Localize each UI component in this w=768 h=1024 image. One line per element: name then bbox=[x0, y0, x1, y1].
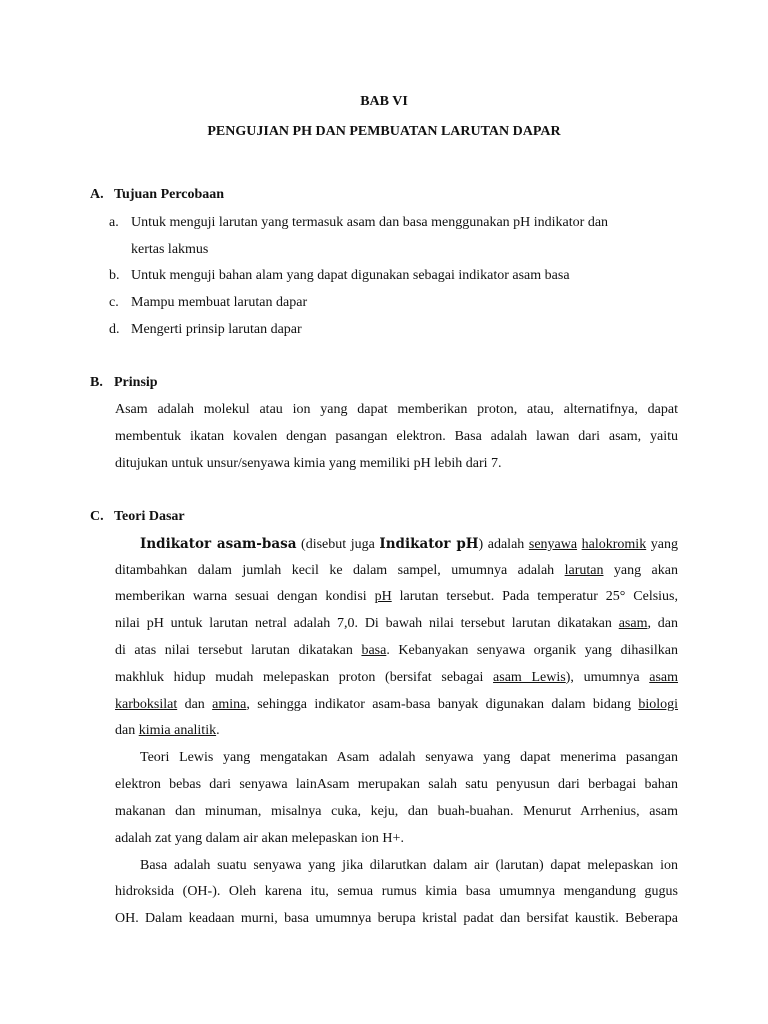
link-senyawa[interactable]: senyawa bbox=[528, 537, 578, 552]
paragraph-line: ditujukan untuk unsur/senyawa kimia yang memiliki pH lebih dari 7. bbox=[115, 456, 502, 471]
paragraph-line: membentuk ikatan kovalen dengan pasangan elektron. Basa adalah lawan dari asam, yaitu bbox=[115, 429, 678, 444]
paragraph-line bbox=[140, 536, 678, 553]
text-run: . bbox=[216, 723, 220, 738]
section-b-heading bbox=[90, 375, 158, 391]
list-text: Untuk menguji larutan yang termasuk asam dan basa menggunakan pH indikator dan bbox=[131, 215, 609, 230]
text-run: memberikan warna sesuai dengan kondisi bbox=[115, 589, 375, 604]
text-run: makhluk hidup mudah melepaskan proton (bersifat sebagai bbox=[115, 670, 494, 685]
text-run: dan bbox=[177, 697, 213, 712]
section-a-title: Tujuan Percobaan bbox=[114, 187, 225, 202]
paragraph-line: makanan dan minuman, misalnya cuka, keju, dan buah-buahan. Menurut Arrhenius, asam bbox=[115, 804, 678, 819]
link-kimia-analitik[interactable]: kimia analitik bbox=[138, 723, 217, 738]
list-item bbox=[109, 268, 570, 284]
text-run: yang bbox=[646, 537, 678, 552]
paragraph-line: Asam adalah molekul atau ion yang dapat memberikan proton, atau, alternatifnya, dapat bbox=[115, 402, 678, 417]
link-ph[interactable]: pH bbox=[374, 589, 392, 604]
list-marker: a. bbox=[109, 215, 119, 230]
list-item bbox=[109, 295, 307, 311]
list-marker: c. bbox=[109, 295, 119, 310]
text-run: ), umumnya bbox=[565, 670, 650, 685]
text-run: ditambahkan dalam jumlah kecil ke dalam sampel, umumnya adalah bbox=[115, 563, 565, 578]
paragraph-line bbox=[115, 697, 678, 713]
link-basa[interactable]: basa bbox=[361, 643, 387, 658]
text-run: ) adalah bbox=[478, 537, 529, 552]
section-b-letter: B. bbox=[90, 375, 103, 390]
paragraph-line bbox=[115, 616, 678, 632]
text-run: nilai pH untuk larutan netral adalah 7,0. Di bawah nilai tersebut larutan dikatakan bbox=[115, 616, 619, 631]
link-halokromik[interactable]: halokromik bbox=[581, 537, 647, 552]
paragraph-line bbox=[115, 643, 678, 659]
text-run: , dan bbox=[647, 616, 678, 631]
chapter-label: BAB VI bbox=[360, 94, 408, 109]
paragraph-line: hidroksida (OH-). Oleh karena itu, semua rumus kimia basa umumnya mengandung gugus bbox=[115, 884, 678, 899]
paragraph-line bbox=[115, 563, 678, 579]
list-text: Untuk menguji bahan alam yang dapat digunakan sebagai indikator asam basa bbox=[131, 268, 570, 283]
link-asam-lewis[interactable]: asam Lewis bbox=[493, 670, 566, 685]
link-amina[interactable]: amina bbox=[212, 697, 247, 712]
paragraph-line: adalah zat yang dalam air akan melepaskan ion H+. bbox=[115, 831, 404, 846]
section-b-title: Prinsip bbox=[114, 375, 158, 390]
text-run: yang akan bbox=[603, 563, 678, 578]
text-run: . Kebanyakan senyawa organik yang dihasilkan bbox=[386, 643, 678, 658]
list-marker: d. bbox=[109, 322, 120, 337]
section-a-heading bbox=[90, 187, 224, 203]
link-biologi[interactable]: biologi bbox=[638, 697, 679, 712]
document-title: PENGUJIAN PH DAN PEMBUATAN LARUTAN DAPAR bbox=[207, 124, 561, 139]
list-text: kertas lakmus bbox=[131, 242, 209, 257]
section-c-title: Teori Dasar bbox=[114, 509, 185, 524]
paragraph-line bbox=[115, 589, 678, 605]
list-item bbox=[109, 322, 302, 338]
list-item bbox=[109, 242, 208, 258]
section-c-letter: C. bbox=[90, 509, 104, 524]
term-indikator-asam-basa: Indikator asam-basa bbox=[140, 536, 297, 552]
text-run: , sehingga indikator asam-basa banyak digunakan dalam bidang bbox=[246, 697, 639, 712]
list-marker: b. bbox=[109, 268, 120, 283]
paragraph-line bbox=[115, 670, 678, 686]
paragraph-line: Teori Lewis yang mengatakan Asam adalah senyawa yang dapat menerima pasangan bbox=[140, 750, 678, 765]
list-item bbox=[109, 215, 608, 231]
section-c-heading bbox=[90, 509, 185, 525]
term-indikator-ph: Indikator pH bbox=[379, 536, 479, 552]
link-larutan[interactable]: larutan bbox=[564, 563, 604, 578]
paragraph-line: elektron bebas dari senyawa lainAsam merupakan salah satu penyusun dari berbagai bahan bbox=[115, 777, 678, 792]
text-run: larutan tersebut. Pada temperatur 25° Celsius, bbox=[391, 589, 678, 604]
text-run: di atas nilai tersebut larutan dikatakan bbox=[115, 643, 362, 658]
paragraph-line: Basa adalah suatu senyawa yang jika dilarutkan dalam air (larutan) dapat melepaskan ion bbox=[140, 858, 678, 873]
link-asam[interactable]: asam bbox=[618, 616, 648, 631]
paragraph-line bbox=[115, 723, 678, 739]
section-a-letter: A. bbox=[90, 187, 104, 202]
link-karboksilat[interactable]: karboksilat bbox=[115, 697, 178, 712]
text-run: (disebut juga bbox=[296, 537, 380, 552]
paragraph-line: OH. Dalam keadaan murni, basa umumnya berupa kristal padat dan bersifat kaustik. Beberapa bbox=[115, 911, 678, 926]
link-asam[interactable]: asam bbox=[649, 670, 679, 685]
list-text: Mampu membuat larutan dapar bbox=[131, 295, 308, 310]
list-text: Mengerti prinsip larutan dapar bbox=[131, 322, 302, 337]
text-run: dan bbox=[115, 723, 139, 738]
